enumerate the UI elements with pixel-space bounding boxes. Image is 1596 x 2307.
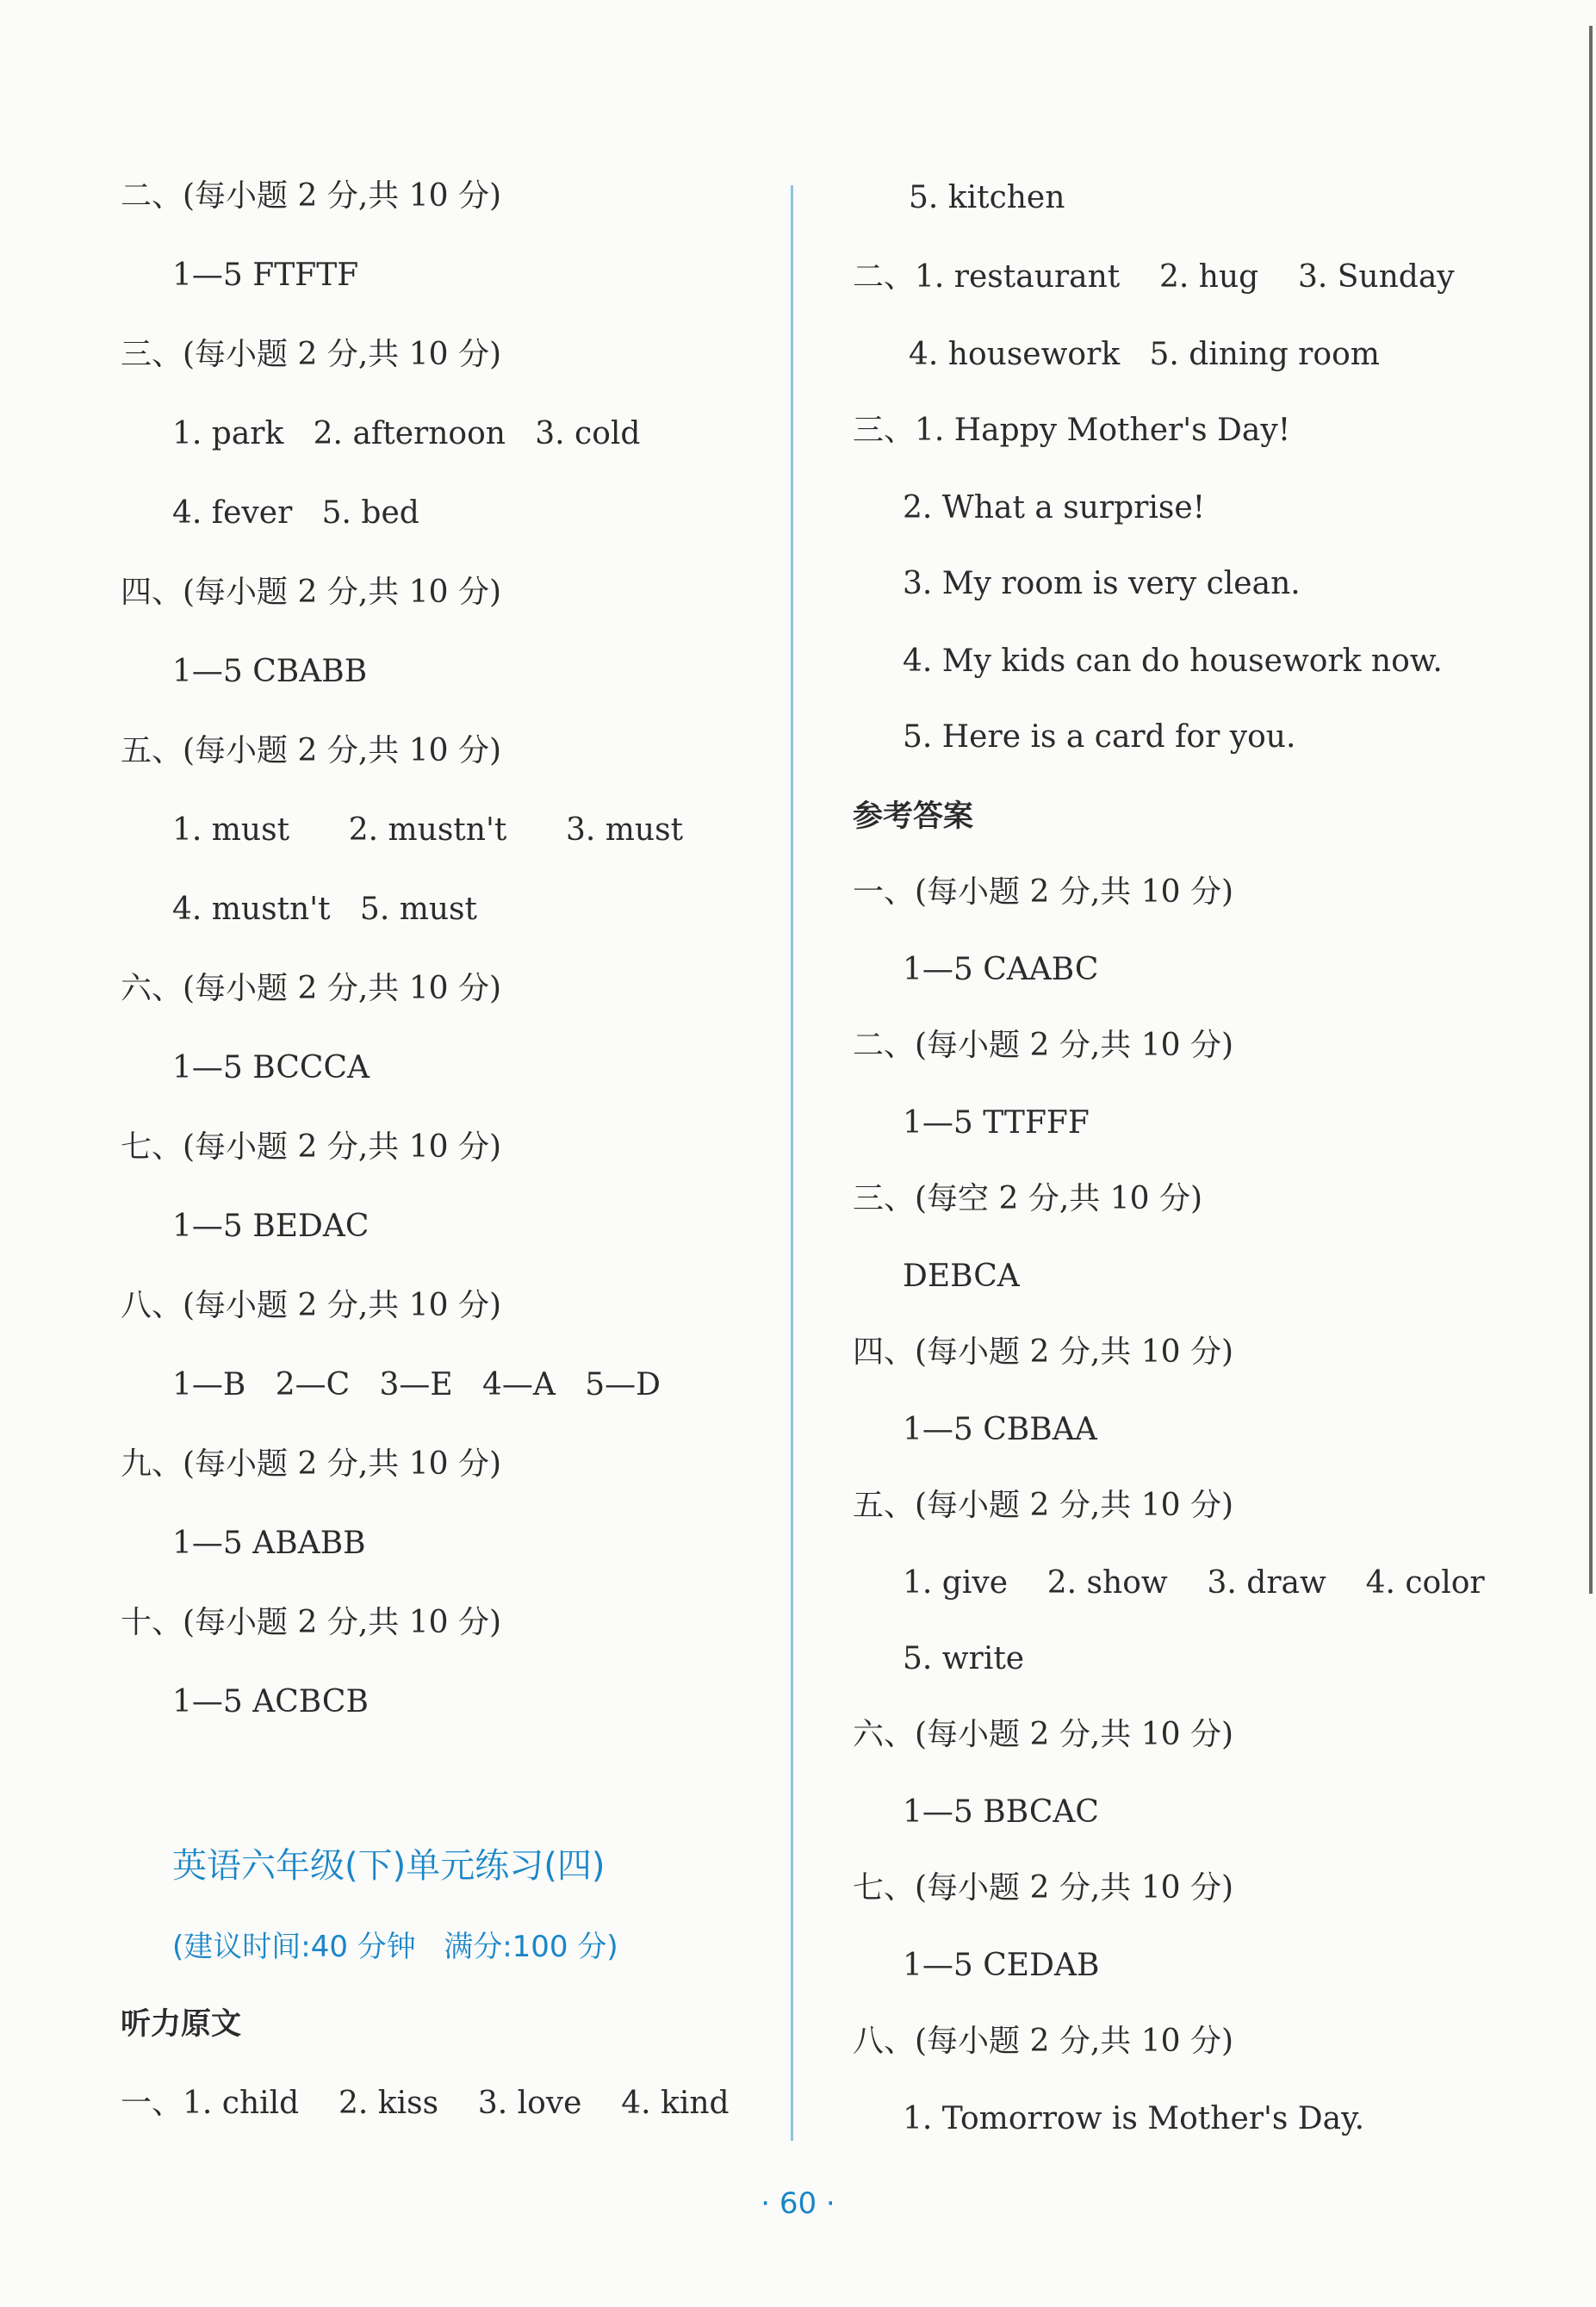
section-heading: 五、(每小题 2 分,共 10 分) [121,733,502,768]
answer-line: 1—5 FTFTF [172,258,359,293]
section-heading: 三、(每空 2 分,共 10 分) [853,1181,1203,1216]
section-heading: 七、(每小题 2 分,共 10 分) [121,1129,502,1165]
answer-line: 1—5 CAABC [903,952,1099,987]
answer-line: 2. What a surprise! [903,490,1206,525]
answer-line: 4. housework 5. dining room [909,337,1380,372]
section-heading: 四、(每小题 2 分,共 10 分) [121,575,502,610]
section-heading: 五、(每小题 2 分,共 10 分) [853,1488,1234,1523]
section-heading: 一、(每小题 2 分,共 10 分) [853,874,1234,910]
unit-title: 英语六年级(下)单元练习(四) [172,1846,605,1886]
answer-line: 5. kitchen [909,180,1065,215]
unit-subtitle: (建议时间:40 分钟 满分:100 分) [172,1930,618,1964]
answer-line: 3. My room is very clean. [903,566,1301,601]
answer-line: 1. must 2. mustn't 3. must [172,812,684,848]
section-heading: 八、(每小题 2 分,共 10 分) [853,2024,1234,2059]
section-heading: 九、(每小题 2 分,共 10 分) [121,1446,502,1482]
answer-line: 1—5 CEDAB [903,1948,1100,1983]
answer-line: 1. give 2. show 3. draw 4. color [903,1565,1485,1601]
section-heading: 六、(每小题 2 分,共 10 分) [121,971,502,1006]
answers-heading: 参考答案 [853,799,974,834]
page-number: · 60 · [761,2186,835,2221]
section-heading: 六、(每小题 2 分,共 10 分) [853,1717,1234,1752]
section-heading: 七、(每小题 2 分,共 10 分) [853,1870,1234,1906]
section-heading: 二、(每小题 2 分,共 10 分) [853,1028,1234,1063]
answer-line: 1—5 BBCAC [903,1794,1099,1830]
answer-line: 1—5 CBABB [172,654,368,689]
answer-line: 5. Here is a card for you. [903,719,1296,755]
answer-line: 1—5 BCCCA [172,1050,370,1085]
section-heading: 十、(每小题 2 分,共 10 分) [121,1605,502,1640]
answer-line: 4. fever 5. bed [172,495,419,531]
answer-line: 5. write [903,1641,1025,1676]
answer-line: 1—5 BEDAC [172,1209,370,1244]
listening-heading: 听力原文 [121,2007,242,2042]
answer-line: 4. mustn't 5. must [172,892,477,927]
answer-line: 1—B 2—C 3—E 4—A 5—D [172,1367,661,1402]
page-edge-bar [1589,26,1593,1594]
answer-line: 1—5 ACBCB [172,1684,369,1719]
section-heading: 三、(每小题 2 分,共 10 分) [121,337,502,372]
answer-line: 4. My kids can do housework now. [903,644,1443,679]
answer-line: DEBCA [903,1259,1020,1294]
section-heading: 二、(每小题 2 分,共 10 分) [121,178,502,214]
answer-line: 一、1. child 2. kiss 3. love 4. kind [121,2086,730,2121]
answer-line: 1—5 ABABB [172,1526,366,1561]
section-line: 二、1. restaurant 2. hug 3. Sunday [853,259,1455,295]
answer-line: 1—5 TTFFF [903,1105,1090,1141]
answer-line: 1. park 2. afternoon 3. cold [172,416,641,451]
section-heading: 八、(每小题 2 分,共 10 分) [121,1288,502,1323]
answer-line: 1—5 CBBAA [903,1412,1097,1447]
section-line: 三、1. Happy Mother's Day! [853,413,1291,448]
answer-line: 1. Tomorrow is Mother's Day. [903,2101,1365,2136]
column-divider [791,185,793,2141]
section-heading: 四、(每小题 2 分,共 10 分) [853,1334,1234,1370]
